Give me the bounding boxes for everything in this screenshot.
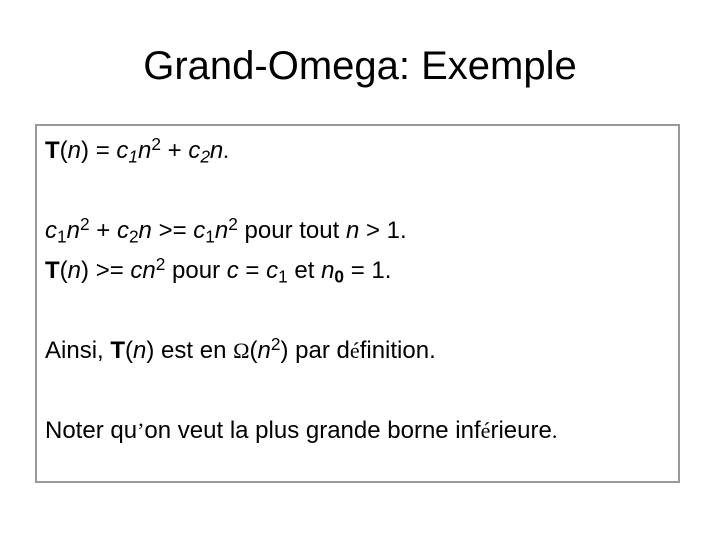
- text-segment: 0: [334, 266, 345, 287]
- text-segment: Noter qu: [45, 417, 138, 444]
- text-segment: T: [110, 337, 126, 364]
- text-segment: ) >=: [81, 257, 131, 284]
- text-segment: n: [137, 137, 152, 164]
- text-segment: et: [287, 257, 322, 284]
- text-segment: (: [59, 137, 68, 164]
- conclusion-line: [45, 336, 436, 366]
- text-segment: .: [223, 138, 229, 163]
- text-segment: 2: [270, 334, 281, 355]
- text-segment: 2: [228, 214, 238, 235]
- text-segment: > 1.: [359, 217, 407, 244]
- text-segment: >=: [151, 217, 194, 244]
- text-segment: é: [480, 418, 491, 443]
- text-segment: n: [133, 337, 147, 364]
- text-segment: ) est en: [146, 337, 234, 364]
- content-box: [35, 124, 680, 483]
- text-segment: 2: [128, 226, 139, 247]
- text-segment: ) =: [81, 137, 117, 164]
- text-segment: 1: [278, 266, 288, 287]
- text-segment: n: [67, 257, 82, 284]
- text-segment: on veut la plus grande borne inf: [144, 417, 481, 444]
- text-segment: c: [266, 257, 279, 284]
- text-segment: c: [116, 137, 129, 164]
- text-segment: Ω: [233, 338, 250, 363]
- text-segment: c: [193, 217, 206, 244]
- statement-line: [45, 136, 229, 166]
- text-segment: ) par d: [280, 337, 350, 364]
- text-segment: .: [551, 418, 558, 443]
- text-segment: Ainsi,: [45, 337, 111, 364]
- text-segment: 1: [57, 226, 67, 247]
- text-segment: é: [349, 338, 360, 363]
- text-segment: c: [188, 137, 201, 164]
- text-segment: 2: [155, 254, 166, 275]
- text-segment: T: [45, 257, 60, 284]
- text-segment: c: [45, 217, 57, 244]
- text-segment: =: [238, 257, 267, 284]
- text-segment: (: [249, 337, 258, 364]
- text-segment: n: [209, 137, 224, 164]
- text-segment: n: [138, 217, 152, 244]
- text-segment: 2: [79, 214, 90, 235]
- text-segment: 1: [128, 146, 138, 167]
- text-segment: T: [45, 137, 60, 164]
- text-segment: finition.: [359, 337, 436, 364]
- inequality-line: [45, 216, 407, 246]
- text-segment: pour tout: [237, 217, 346, 244]
- note-line: [45, 416, 557, 446]
- text-segment: n: [67, 137, 82, 164]
- text-segment: c: [116, 217, 129, 244]
- slide-title: Grand-Omega: Exemple: [143, 44, 577, 88]
- text-segment: +: [160, 137, 189, 164]
- text-segment: n: [257, 337, 271, 364]
- text-segment: 2: [200, 146, 210, 167]
- text-segment: (: [59, 257, 68, 284]
- text-segment: +: [89, 217, 117, 244]
- constants-line: [45, 256, 391, 286]
- text-segment: n: [66, 217, 80, 244]
- text-segment: (: [125, 337, 134, 364]
- text-segment: 2: [151, 134, 161, 155]
- text-segment: n: [214, 217, 229, 244]
- text-segment: pour: [165, 257, 227, 284]
- text-segment: n: [321, 257, 335, 284]
- text-segment: n: [345, 217, 360, 244]
- text-segment: = 1.: [344, 257, 392, 284]
- text-segment: rieure: [490, 417, 552, 444]
- text-segment: 1: [205, 226, 215, 247]
- text-segment: ’: [137, 418, 145, 443]
- text-segment: c: [226, 257, 239, 284]
- text-segment: cn: [130, 257, 156, 284]
